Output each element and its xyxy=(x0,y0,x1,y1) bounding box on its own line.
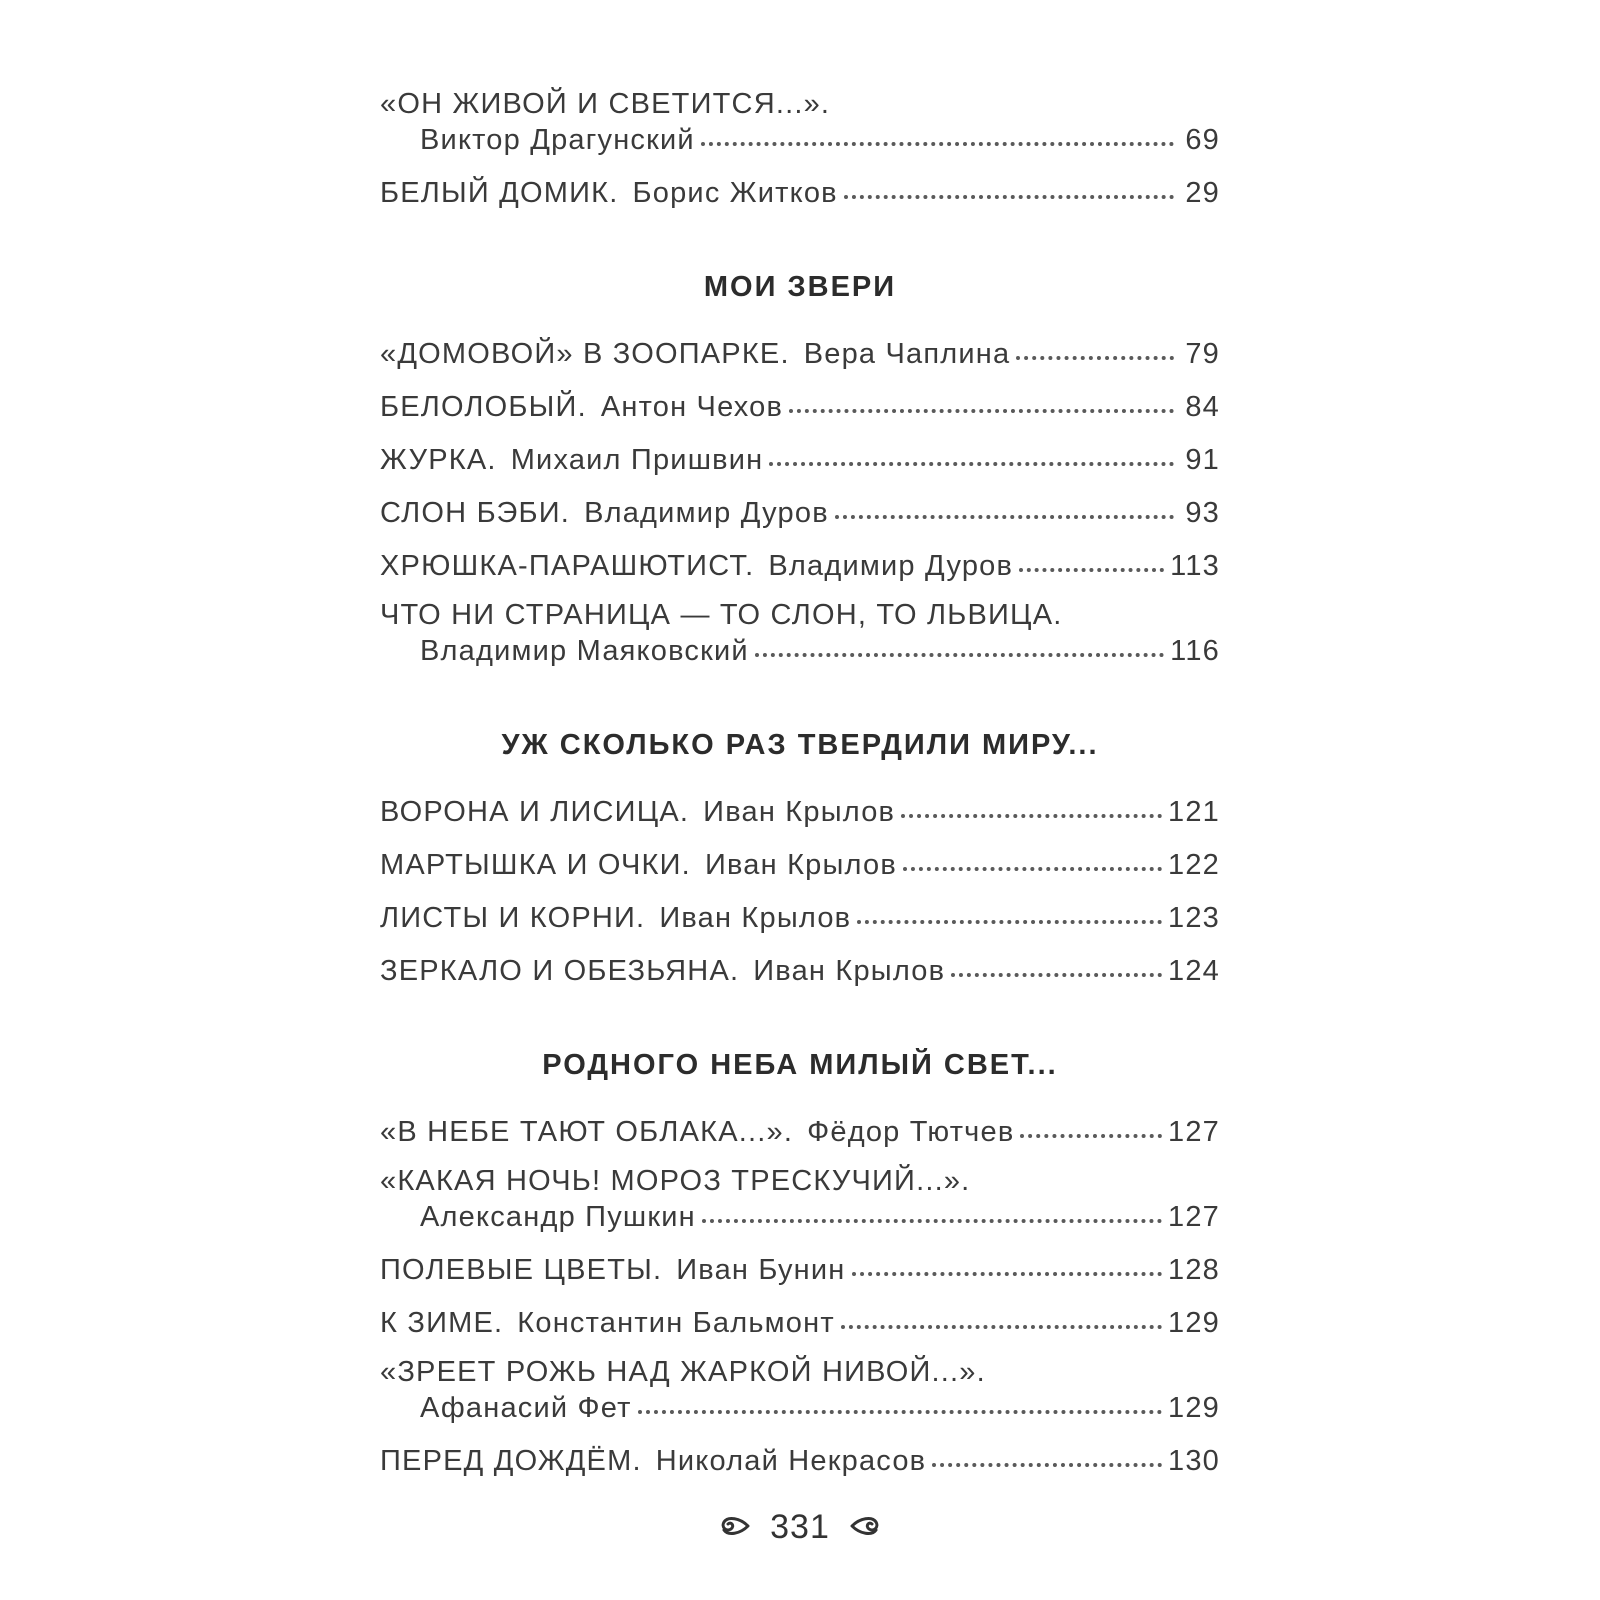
entry-page-number: 91 xyxy=(1185,444,1220,476)
entry-text xyxy=(380,1303,835,1343)
entry-row xyxy=(380,792,1220,832)
entry-title: ПЕРЕД ДОЖДЁМ. xyxy=(380,1445,642,1477)
entry-title: ЗЕРКАЛО И ОБЕЗЬЯНА. xyxy=(380,955,740,987)
entry-author: Александр Пушкин xyxy=(420,1201,696,1233)
entry-row xyxy=(380,631,1220,671)
toc-entry xyxy=(380,845,1220,885)
entry-page-number: 124 xyxy=(1168,955,1220,987)
toc-entry xyxy=(380,1112,1220,1152)
entry-author: Фёдор Тютчев xyxy=(807,1116,1015,1148)
entry-row xyxy=(380,173,1220,213)
entry-row xyxy=(380,387,1220,427)
entry-author: Виктор Драгунский xyxy=(420,124,695,156)
dot-leader xyxy=(1020,1134,1162,1138)
entry-author: Константин Бальмонт xyxy=(517,1307,835,1339)
entry-row xyxy=(380,546,1220,586)
entry-title: МАРТЫШКА И ОЧКИ. xyxy=(380,849,691,881)
entry-page-number: 69 xyxy=(1185,124,1220,156)
entry-text xyxy=(380,1250,846,1290)
section-heading: РОДНОГО НЕБА МИЛЫЙ СВЕТ... xyxy=(542,1049,1058,1081)
entry-text xyxy=(380,898,851,938)
dot-leader xyxy=(901,814,1162,818)
entry-title: ЖУРКА. xyxy=(380,444,497,476)
toc-entry xyxy=(380,546,1220,586)
dot-leader xyxy=(702,1219,1162,1223)
entry-row xyxy=(380,1112,1220,1152)
dot-leader xyxy=(1019,568,1164,572)
table-of-contents xyxy=(380,84,1220,1481)
entry-row xyxy=(380,845,1220,885)
entry-page-number: 116 xyxy=(1170,635,1220,667)
toc-entry xyxy=(380,1250,1220,1290)
dot-leader xyxy=(769,462,1174,466)
entry-page-number: 113 xyxy=(1170,550,1220,582)
toc-entry xyxy=(380,334,1220,374)
toc-entry xyxy=(380,1161,1220,1237)
dot-leader xyxy=(789,409,1174,413)
entry-page-number: 130 xyxy=(1168,1445,1220,1477)
entry-text xyxy=(380,1112,1014,1152)
entry-title: «В НЕБЕ ТАЮТ ОБЛАКА...». xyxy=(380,1116,794,1148)
entry-text xyxy=(380,440,763,480)
entry-row xyxy=(380,334,1220,374)
entry-text xyxy=(380,173,838,213)
entry-page-number: 127 xyxy=(1168,1116,1220,1148)
toc-entry xyxy=(380,792,1220,832)
dot-leader xyxy=(844,195,1174,199)
entry-author: Антон Чехов xyxy=(600,391,784,423)
section-heading: МОИ ЗВЕРИ xyxy=(703,271,897,303)
entry-title: К ЗИМЕ. xyxy=(380,1307,504,1339)
entry-page-number: 123 xyxy=(1168,902,1220,934)
entry-author: Николай Некрасов xyxy=(655,1445,927,1477)
dot-leader xyxy=(638,1410,1162,1414)
entry-row xyxy=(380,898,1220,938)
dot-leader xyxy=(951,973,1162,977)
entry-page-number: 79 xyxy=(1185,338,1220,370)
dot-leader xyxy=(932,1463,1162,1467)
entry-row xyxy=(380,951,1220,991)
entry-author: Владимир Дуров xyxy=(584,497,829,529)
swirl-ornament-icon xyxy=(718,1508,754,1544)
dot-leader xyxy=(852,1272,1163,1276)
dot-leader xyxy=(701,142,1174,146)
entry-text xyxy=(380,951,945,991)
entry-row xyxy=(380,493,1220,533)
page-folio xyxy=(0,1508,1600,1547)
toc-entry xyxy=(380,1441,1220,1481)
entry-page-number: 129 xyxy=(1168,1307,1220,1339)
toc-entry xyxy=(380,84,1220,160)
entry-title: ЛИСТЫ И КОРНИ. xyxy=(380,902,646,934)
entry-author: Афанасий Фет xyxy=(420,1392,632,1424)
entry-text xyxy=(380,493,829,533)
dot-leader xyxy=(1016,356,1174,360)
dot-leader xyxy=(835,515,1174,519)
entry-page-number: 129 xyxy=(1168,1392,1220,1424)
entry-row xyxy=(380,1388,1220,1428)
section-heading: УЖ СКОЛЬКО РАЗ ТВЕРДИЛИ МИРУ... xyxy=(501,729,1099,761)
page-number: 331 xyxy=(770,1508,830,1546)
entry-page-number: 122 xyxy=(1168,849,1220,881)
dot-leader xyxy=(903,867,1162,871)
entry-row xyxy=(380,1250,1220,1290)
entry-title: «ЗРЕЕТ РОЖЬ НАД ЖАРКОЙ НИВОЙ...». xyxy=(380,1356,986,1388)
dot-leader xyxy=(755,653,1164,657)
entry-title: ХРЮШКА-ПАРАШЮТИСТ. xyxy=(380,550,755,582)
entry-title: ВОРОНА И ЛИСИЦА. xyxy=(380,796,690,828)
entry-author: Иван Бунин xyxy=(676,1254,846,1286)
entry-page-number: 128 xyxy=(1168,1254,1220,1286)
entry-title: СЛОН БЭБИ. xyxy=(380,497,571,529)
entry-text xyxy=(380,792,895,832)
entry-title: «КАКАЯ НОЧЬ! МОРОЗ ТРЕСКУЧИЙ...». xyxy=(380,1165,971,1197)
dot-leader xyxy=(841,1325,1162,1329)
entry-title: «ДОМОВОЙ» В ЗООПАРКЕ. xyxy=(380,338,790,370)
toc-entry xyxy=(380,595,1220,671)
toc-entry xyxy=(380,1352,1220,1428)
entry-page-number: 121 xyxy=(1168,796,1220,828)
entry-row xyxy=(380,440,1220,480)
entry-author: Владимир Маяковский xyxy=(420,635,749,667)
toc-entry xyxy=(380,440,1220,480)
entry-text xyxy=(380,1441,926,1481)
toc-entry xyxy=(380,387,1220,427)
toc-entry xyxy=(380,951,1220,991)
entry-author: Иван Крылов xyxy=(659,902,852,934)
entry-row xyxy=(380,1441,1220,1481)
entry-row xyxy=(380,1197,1220,1237)
entry-author: Борис Житков xyxy=(632,177,838,209)
entry-title: «ОН ЖИВОЙ И СВЕТИТСЯ...». xyxy=(380,88,831,120)
entry-text xyxy=(380,845,897,885)
entry-page-number: 84 xyxy=(1185,391,1220,423)
entry-page-number: 29 xyxy=(1185,177,1220,209)
entry-title: ЧТО НИ СТРАНИЦА — ТО СЛОН, ТО ЛЬВИЦА. xyxy=(380,599,1063,631)
entry-title: ПОЛЕВЫЕ ЦВЕТЫ. xyxy=(380,1254,663,1286)
entry-text xyxy=(380,334,1010,374)
entry-author: Михаил Пришвин xyxy=(510,444,764,476)
entry-row xyxy=(380,1303,1220,1343)
entry-row xyxy=(380,120,1220,160)
entry-author: Иван Крылов xyxy=(703,796,896,828)
entry-title: БЕЛОЛОБЫЙ. xyxy=(380,391,587,423)
entry-text xyxy=(380,546,1013,586)
toc-entry xyxy=(380,493,1220,533)
toc-entry xyxy=(380,898,1220,938)
entry-author: Иван Крылов xyxy=(704,849,897,881)
entry-title: БЕЛЫЙ ДОМИК. xyxy=(380,177,619,209)
entry-page-number: 93 xyxy=(1185,497,1220,529)
entry-author: Владимир Дуров xyxy=(768,550,1014,582)
entry-author: Иван Крылов xyxy=(753,955,946,987)
dot-leader xyxy=(857,920,1162,924)
entry-author: Вера Чаплина xyxy=(803,338,1011,370)
swirl-ornament-icon xyxy=(846,1508,882,1544)
toc-entry xyxy=(380,173,1220,213)
entry-page-number: 127 xyxy=(1168,1201,1220,1233)
toc-entry xyxy=(380,1303,1220,1343)
entry-text xyxy=(380,387,783,427)
